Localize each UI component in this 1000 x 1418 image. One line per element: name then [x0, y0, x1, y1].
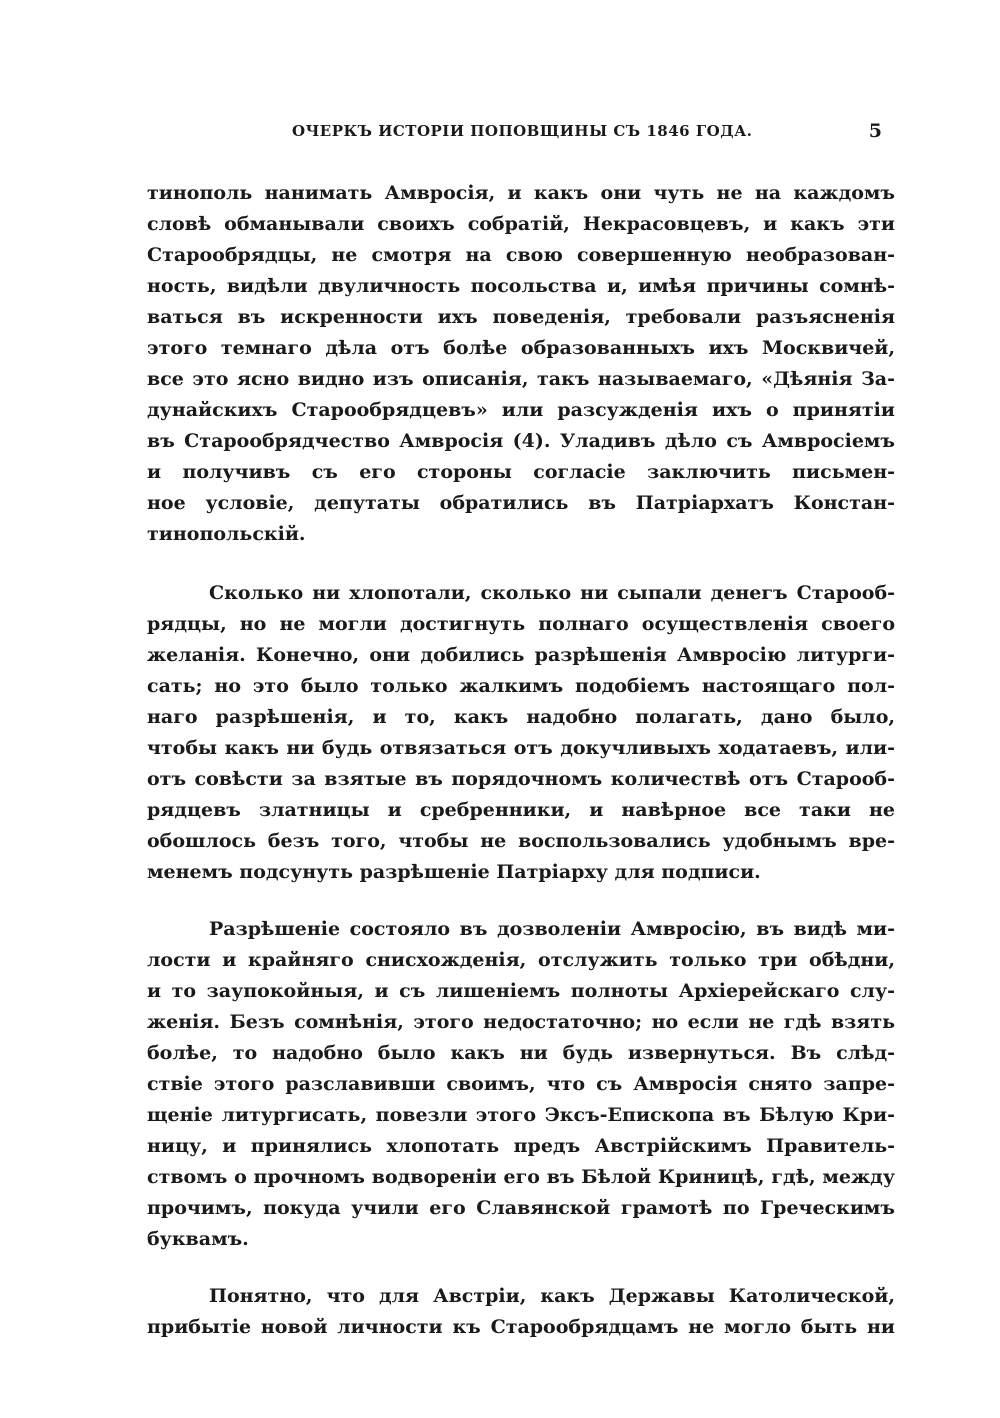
text-line: этого темнаго дѣла отъ болѣе образованныхъ ихъ Москвичей,: [147, 337, 895, 359]
text-line: тинополь нанимать Амвросія, и какъ они чуть не на каждомъ: [147, 182, 895, 204]
text-line: въ Старообрядчество Амвросія (4). Уладивъ дѣло съ Амвросіемъ: [147, 430, 895, 452]
text-line: женія. Безъ сомнѣнія, этого недостаточно; но если не гдѣ взять: [147, 1011, 895, 1033]
paragraph-3: [147, 914, 895, 1255]
text-line: тинопольскій.: [147, 523, 306, 545]
text-line: наго разрѣшенія, и то, какъ надобно полагать, дано было,: [147, 706, 895, 728]
paragraph-4: [147, 1281, 895, 1343]
text-line: чтобы какъ ни будь отвязаться отъ докучливыхъ ходатаевъ, или-: [147, 737, 895, 759]
text-line: ное условіе, депутаты обратились въ Патріархатъ Констан-: [147, 492, 895, 514]
text-line: и получивъ съ его стороны согласіе заключить письмен-: [147, 461, 895, 483]
text-line: рядцы, но не могли достигнуть полнаго осуществленія своего: [147, 613, 895, 635]
text-line: обошлось безъ того, чтобы не воспользовались удобнымъ вре-: [147, 830, 895, 852]
paragraph-2: [147, 578, 895, 888]
running-title: ОЧЕРКЪ ИСТОРІИ ПОПОВЩИНЫ СЪ 1846 ГОДА.: [292, 122, 753, 140]
text-line: Понятно, что для Австріи, какъ Державы Католической,: [209, 1285, 895, 1307]
text-line: щеніе литургисать, повезли этого Эксъ-Епископа въ Бѣлую Кри-: [147, 1104, 895, 1126]
text-line: желанія. Конечно, они добились разрѣшенія Амвросію литурги-: [147, 644, 895, 666]
text-line: ваться въ искренности ихъ поведенія, требовали разъясненія: [147, 306, 895, 328]
text-line: отъ совѣсти за взятые въ порядочномъ количествѣ отъ Старооб-: [147, 768, 895, 790]
text-line: дунайскихъ Старообрядцевъ» или разсужденія ихъ о принятіи: [147, 399, 895, 421]
text-line: сать; но это было только жалкимъ подобіемъ настоящаго пол-: [147, 675, 895, 697]
text-line: прочимъ, покуда учили его Славянской грамотѣ по Греческимъ: [147, 1197, 895, 1219]
text-line: Разрѣшеніе состояло въ дозволеніи Амвросію, въ видѣ ми-: [209, 918, 895, 940]
body-text: [147, 178, 895, 1343]
text-line: ность, видѣли двуличность посольства и, имѣя причины сомнѣ-: [147, 275, 895, 297]
text-line: менемъ подсунуть разрѣшеніе Патріарху для подписи.: [147, 861, 761, 883]
text-line: ствіе этого разславивши своимъ, что съ Амвросія снято запре-: [147, 1073, 895, 1095]
page-number: 5: [868, 120, 882, 142]
text-line: Сколько ни хлопотали, сколько ни сыпали денегъ Старооб-: [209, 582, 895, 604]
text-line: ницу, и принялись хлопотать предъ Австрійскимъ Правитель-: [147, 1135, 895, 1157]
text-line: прибытіе новой личности къ Старообрядцамъ не могло быть ни: [147, 1316, 895, 1338]
text-line: все это ясно видно изъ описанія, такъ называемаго, «Дѣянія За-: [147, 368, 895, 390]
text-line: буквамъ.: [147, 1228, 249, 1250]
text-line: словѣ обманывали своихъ собратій, Некрасовцевъ, и какъ эти: [147, 213, 895, 235]
text-line: рядцевъ златницы и сребренники, и навѣрное все таки не: [147, 799, 895, 821]
running-head: [292, 122, 882, 152]
text-line: Старообрядцы, не смотря на свою совершенную необразован-: [147, 244, 895, 266]
text-line: лости и крайняго снисхожденія, отслужить только три обѣдни,: [147, 949, 895, 971]
text-line: болѣе, то надобно было какъ ни будь извернуться. Въ слѣд-: [147, 1042, 895, 1064]
text-line: ствомъ о прочномъ водвореніи его въ Бѣлой Криницѣ, гдѣ, между: [147, 1166, 895, 1188]
text-line: и то заупокойныя, и съ лишеніемъ полноты Архіерейскаго слу-: [147, 980, 895, 1002]
paragraph-1: [147, 178, 895, 550]
